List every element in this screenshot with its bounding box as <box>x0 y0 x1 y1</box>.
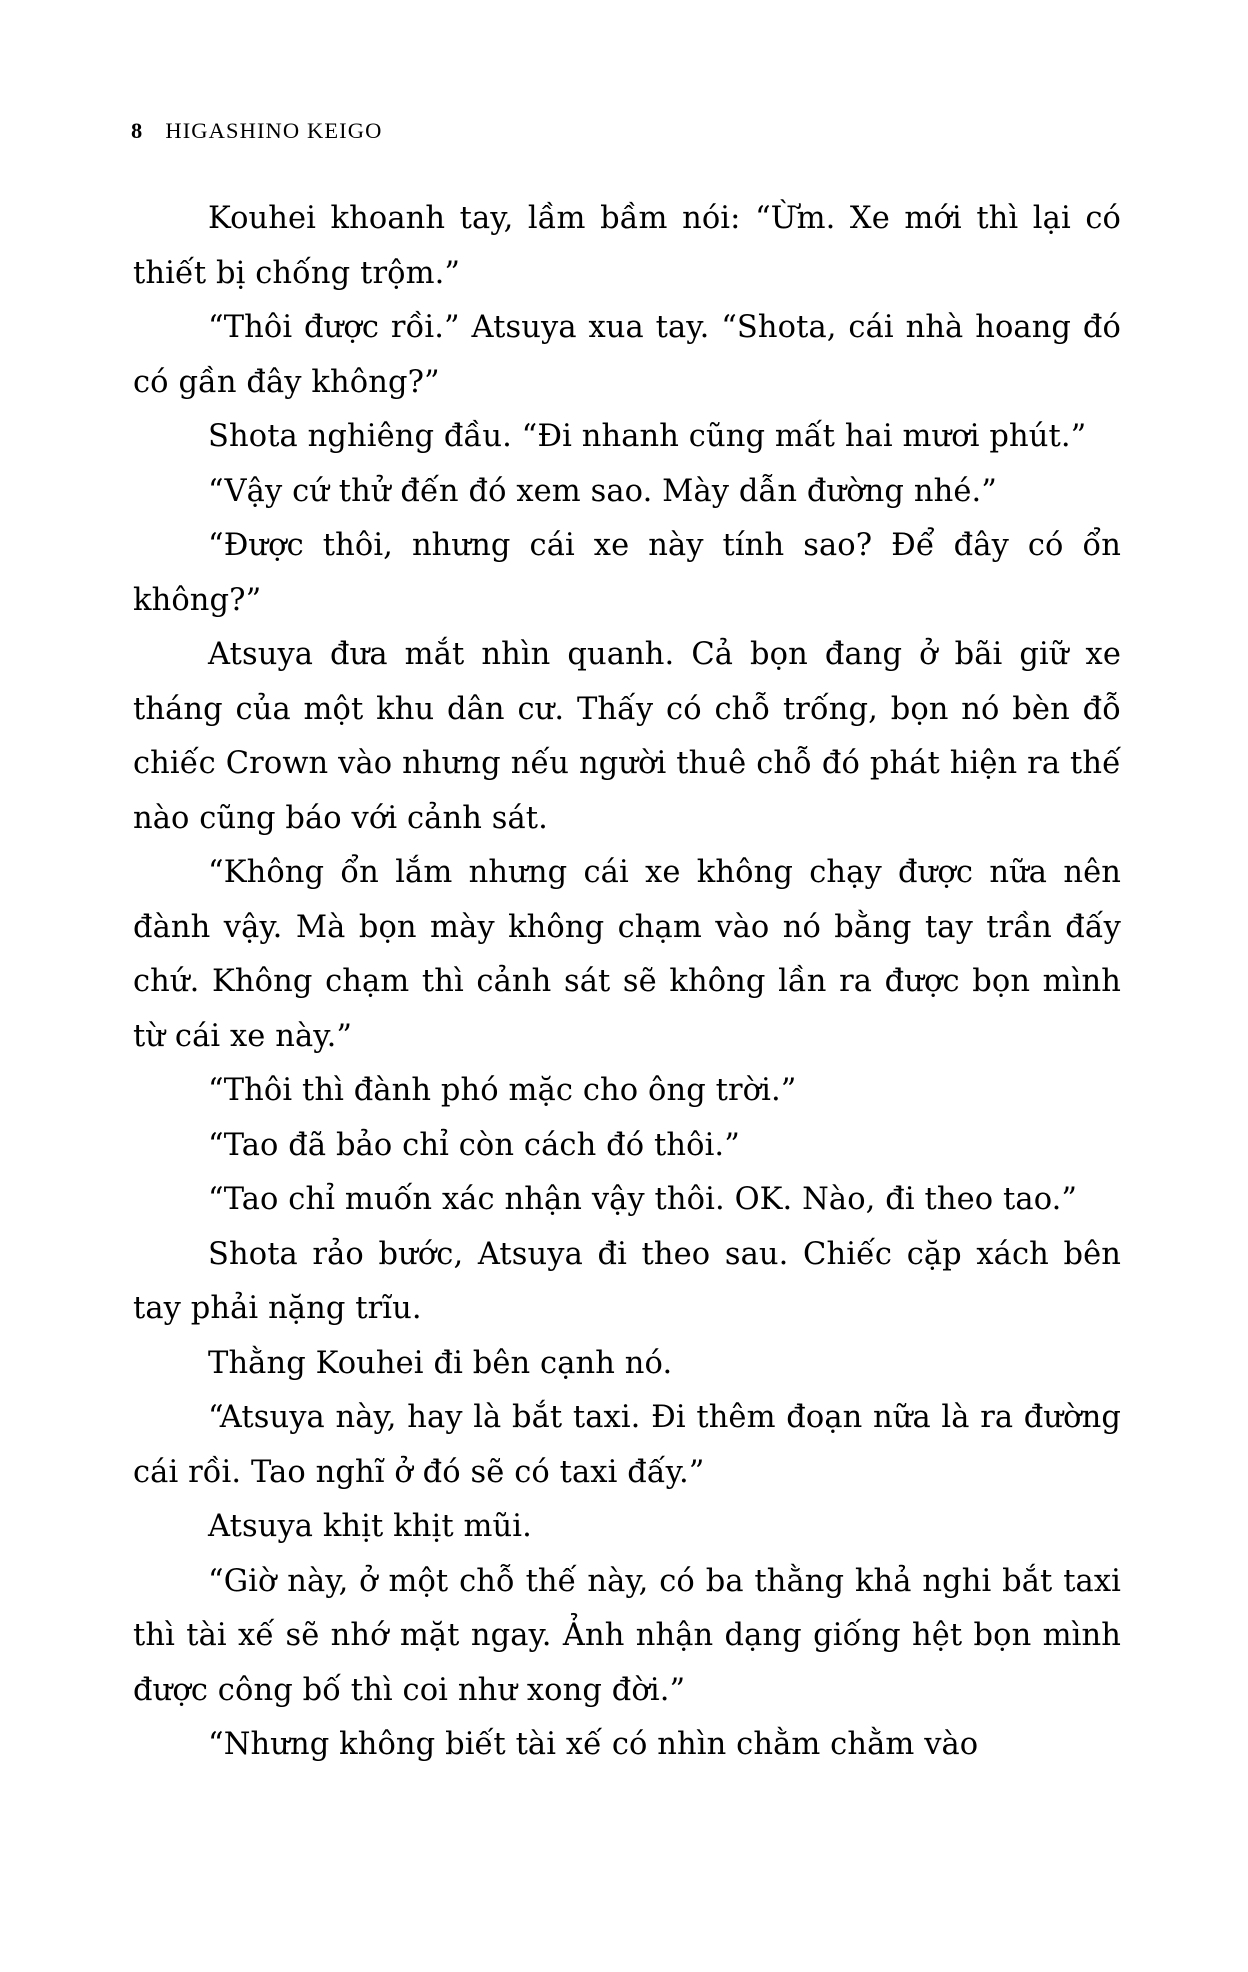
paragraph: “Tao đã bảo chỉ còn cách đó thôi.” <box>208 1127 740 1163</box>
paragraph: Atsuya đưa mắt nhìn quanh. Cả bọn đang ở bãi giữ xe tháng của một khu dân cư. Thấy có chỗ trống, bọn nó bèn đỗ chiếc Crown vào nhưng nếu người thuê chỗ đó phát hiện ra thế nào cũng báo với cảnh sát. <box>133 637 1121 836</box>
paragraph: Kouhei khoanh tay, lầm bầm nói: “Ừm. Xe mới thì lại có thiết bị chống trộm.” <box>133 201 1121 291</box>
paragraph: “Thôi được rồi.” Atsuya xua tay. “Shota, cái nhà hoang đó có gần đây không?” <box>133 310 1121 400</box>
paragraph: Thằng Kouhei đi bên cạnh nó. <box>208 1345 673 1381</box>
paragraph: “Được thôi, nhưng cái xe này tính sao? Để đây có ổn không?” <box>133 528 1121 618</box>
paragraph: “Vậy cứ thử đến đó xem sao. Mày dẫn đường nhé.” <box>208 473 997 509</box>
paragraph: “Không ổn lắm nhưng cái xe không chạy được nữa nên đành vậy. Mà bọn mày không chạm vào nó bằng tay trần đấy chứ. Không chạm thì cảnh sát sẽ không lần ra được bọn mình từ cái xe này.” <box>133 855 1121 1054</box>
body-text <box>133 192 1121 1773</box>
paragraph: Shota nghiêng đầu. “Đi nhanh cũng mất hai mươi phút.” <box>208 419 1087 454</box>
running-title: HIGASHINO KEIGO <box>165 118 383 143</box>
paragraph: “Giờ này, ở một chỗ thế này, có ba thằng khả nghi bắt taxi thì tài xế sẽ nhớ mặt ngay. Ảnh nhận dạng giống hệt bọn mình được công bố thì coi như xong đời.” <box>133 1563 1121 1708</box>
page-number: 8 <box>131 118 144 143</box>
paragraph: “Tao chỉ muốn xác nhận vậy thôi. OK. Nào, đi theo tao.” <box>208 1182 1078 1217</box>
paragraph: Atsuya khịt khịt mũi. <box>208 1509 532 1544</box>
paragraph: “Nhưng không biết tài xế có nhìn chằm chằm vào <box>208 1727 979 1762</box>
paragraph: “Atsuya này, hay là bắt taxi. Đi thêm đoạn nữa là ra đường cái rồi. Tao nghĩ ở đó sẽ có taxi đấy.” <box>133 1400 1121 1490</box>
running-head <box>131 118 382 144</box>
paragraph: “Thôi thì đành phó mặc cho ông trời.” <box>208 1073 797 1108</box>
paragraph: Shota rảo bước, Atsuya đi theo sau. Chiếc cặp xách bên tay phải nặng trĩu. <box>133 1236 1121 1326</box>
